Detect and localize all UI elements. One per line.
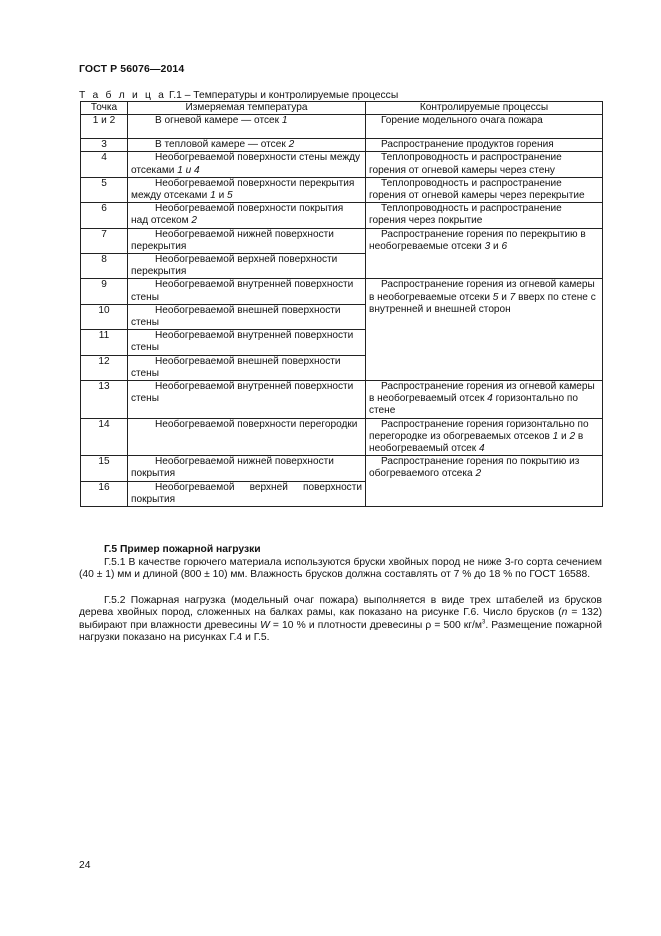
process-cell: Теплопроводность и распространение горения от огневой камеры через стену [366,152,603,177]
point-cell: 9 [81,279,128,304]
point-cell: 6 [81,203,128,228]
table-row [81,456,603,481]
point-cell: 1 и 2 [81,115,128,139]
table-row [81,115,603,139]
point-cell: 15 [81,456,128,481]
header-processes: Контролируемые процессы [366,102,603,115]
paragraph-g51: Г.5.1 В качестве горючего материала используются бруски хвойных пород не ниже 3-го сорта сечением (40 ± 1) мм и длиной (800 ± 10) мм. Влажность брусков должна составлять от 7 % до 18 % по ГОСТ 16588. [79,557,602,581]
table-row [81,139,603,152]
table-row [81,418,603,456]
temperature-cell: Необогреваемой верхней поверхности перекрытия [128,254,366,279]
temperature-cell: Необогреваемой верхней поверхности покрытия [128,481,366,506]
temperature-cell: Необогреваемой внутренней поверхности стены [128,330,366,355]
table-caption [79,90,398,101]
temperature-cell: Необогреваемой внешней поверхности стены [128,355,366,380]
table-row [81,177,603,202]
process-cell: Распространение горения из огневой камеры в необогреваемые отсеки 5 и 7 вверх по стене с внутренней и внешней сторон [366,279,603,381]
temperature-cell: Необогреваемой поверхности покрытия над отсеком 2 [128,203,366,228]
point-cell: 11 [81,330,128,355]
page-number: 24 [79,860,91,871]
point-cell: 16 [81,481,128,506]
temperature-cell: Необогреваемой поверхности перекрытия между отсеками 1 и 5 [128,177,366,202]
temperature-table [80,101,603,507]
point-cell: 12 [81,355,128,380]
table-header-row [81,102,603,115]
temperature-cell: Необогреваемой внутренней поверхности стены [128,279,366,304]
point-cell: 13 [81,381,128,419]
table-row [81,381,603,419]
table-caption-label: Т а б л и ц а [79,90,167,101]
temperature-cell: Необогреваемой нижней поверхности перекрытия [128,228,366,253]
table-row [81,228,603,253]
point-cell: 10 [81,304,128,329]
table-caption-text: Г.1 – Температуры и контролируемые процессы [166,90,399,101]
table-row [81,203,603,228]
paragraph-g52: Г.5.2 Пожарная нагрузка (модельный очаг пожара) выполняется в виде трех штабелей из брусков дерева хвойных пород, сложенных на балках рамы, как показано на рисунке Г.6. Число брусков (n = 132) выбирают при влажности древесины W = 10 % и плотности древесины ρ = 500 $кг/м^3$. Размещение пожарной нагрузки показано на рисунках Г.4 и Г.5. [79,595,603,643]
process-cell: Горение модельного очага пожара [366,115,603,139]
point-cell: 14 [81,418,128,456]
process-cell: Распространение горения по перекрытию в необогреваемые отсеки 3 и 6 [366,228,603,279]
table-row [81,279,603,304]
process-cell: Распространение продуктов горения [366,139,603,152]
temperature-cell: Необогреваемой поверхности перегородки [128,418,366,456]
temperature-cell: Необогреваемой нижней поверхности покрытия [128,456,366,481]
header-temperature: Измеряемая температура [128,102,366,115]
process-cell: Теплопроводность и распространение горения через покрытие [366,203,603,228]
process-cell: Распространение горения по покрытию из обогреваемого отсека 2 [366,456,603,507]
process-cell: Распространение горения горизонтально по перегородке из обогреваемых отсеков 1 и 2 в необогреваемый отсек 4 [366,418,603,456]
temperature-cell: Необогреваемой внешней поверхности стены [128,304,366,329]
table-row [81,152,603,177]
section-title: Г.5 Пример пожарной нагрузки [104,544,261,555]
point-cell: 7 [81,228,128,253]
temperature-cell: Необогреваемой поверхности стены между отсеками 1 и 4 [128,152,366,177]
document-header: ГОСТ Р 56076—2014 [79,63,185,75]
temperature-cell: Необогреваемой внутренней поверхности стены [128,381,366,419]
process-cell: Теплопроводность и распространение горения от огневой камеры через перекрытие [366,177,603,202]
point-cell: 5 [81,177,128,202]
point-cell: 3 [81,139,128,152]
point-cell: 4 [81,152,128,177]
header-point: Точка [81,102,128,115]
point-cell: 8 [81,254,128,279]
process-cell: Распространение горения из огневой камеры в необогреваемый отсек 4 горизонтально по стене [366,381,603,419]
temperature-cell: В тепловой камере — отсек 2 [128,139,366,152]
temperature-cell: В огневой камере — отсек 1 [128,115,366,139]
